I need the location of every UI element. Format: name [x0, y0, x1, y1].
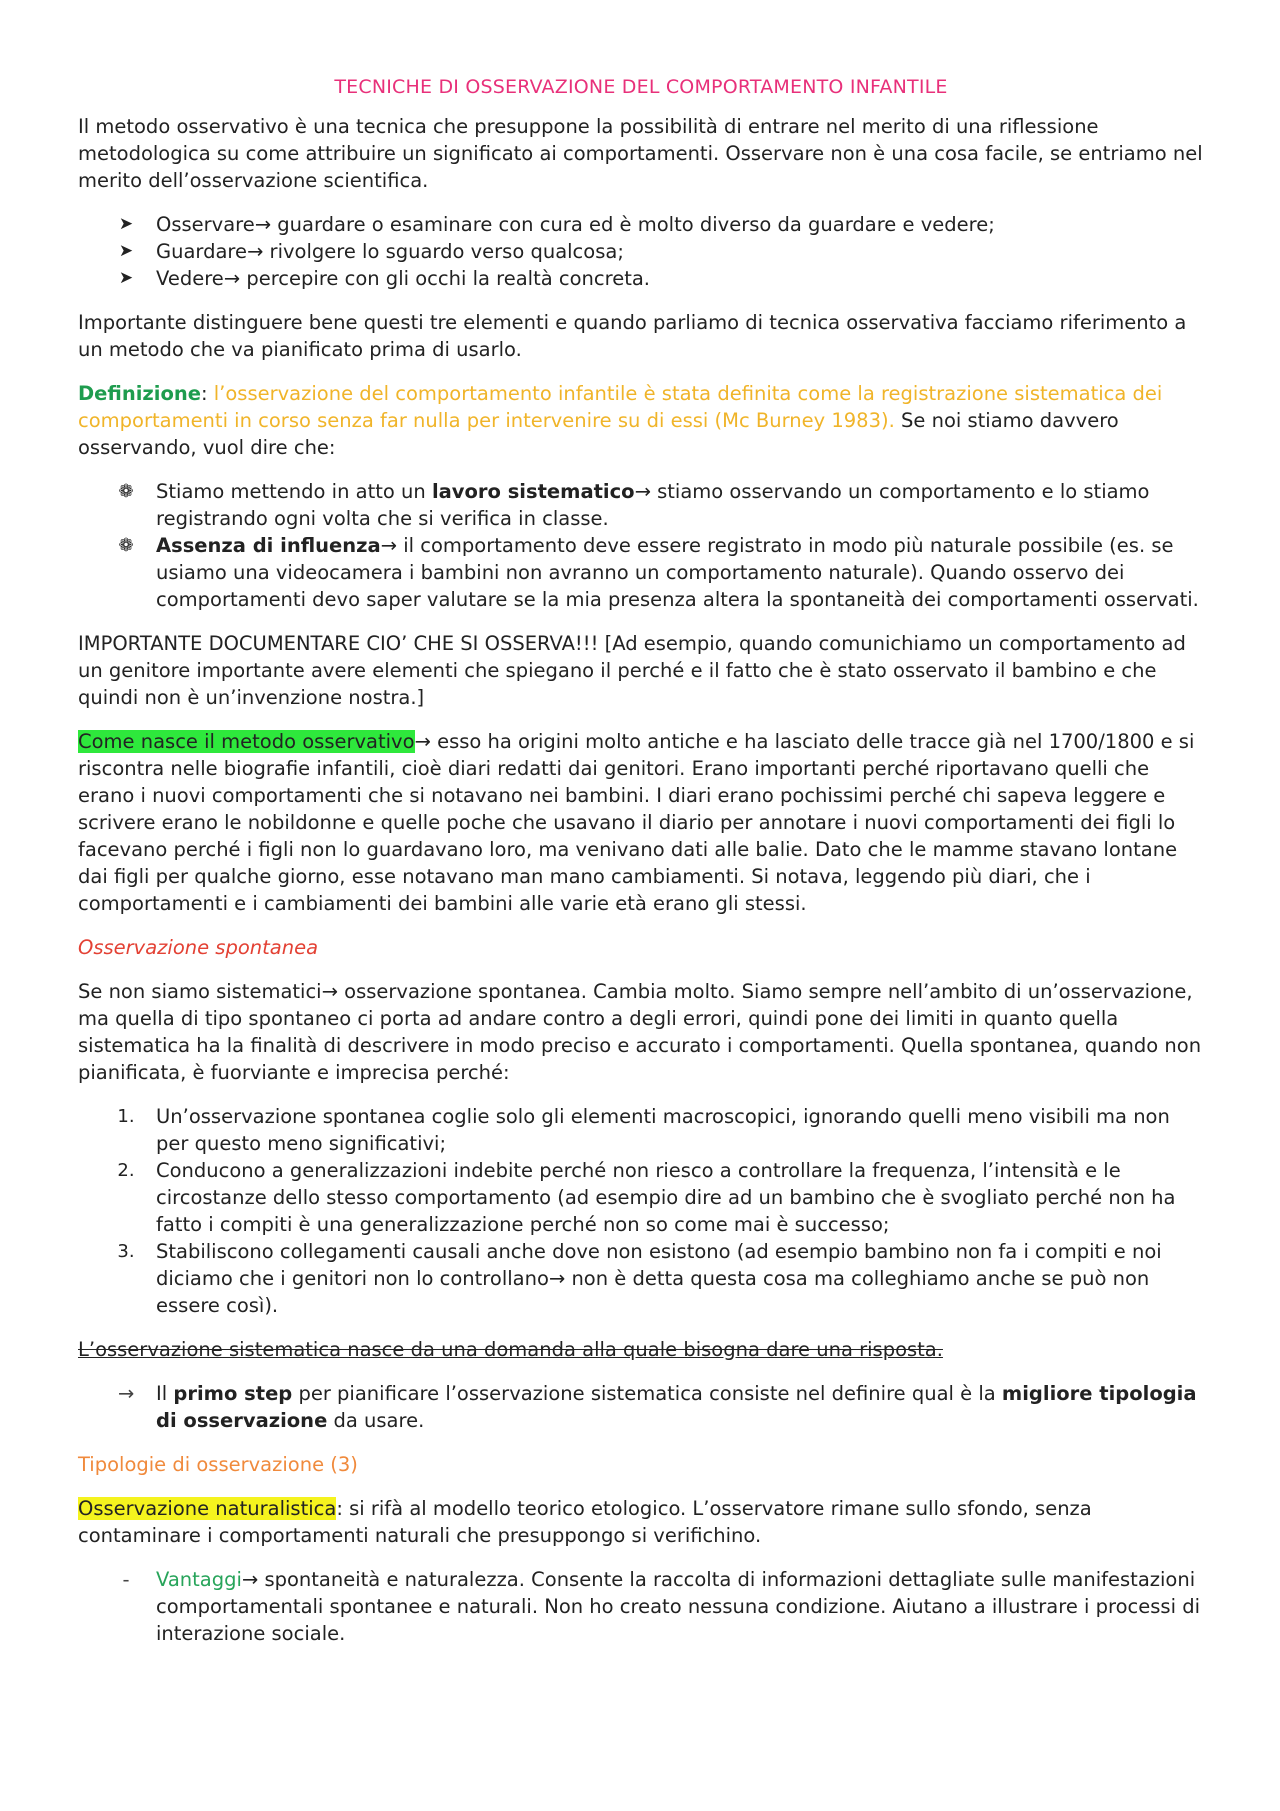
- observation-list: [78, 478, 1204, 613]
- arrow-icon: →: [634, 480, 651, 503]
- definition-quote: l’osservazione del comportamento infantile è stata definita come la registrazione sistematica dei comportamenti in corso senza far nulla per intervenire su di essi (Mc Burney 1983).: [78, 382, 1163, 432]
- arrow-icon: →: [223, 267, 241, 290]
- arrow-icon: →: [241, 1568, 259, 1591]
- arrowhead-bullet-icon: ➤: [118, 268, 134, 288]
- page-title: TECNICHE DI OSSERVAZIONE DEL COMPORTAMENTO INFANTILE: [334, 76, 948, 98]
- systematic-line: L’osservazione sistematica nasce da una domanda alla quale bisogna dare una risposta.: [78, 1338, 943, 1361]
- spontaneous-heading: Osservazione spontanea: [78, 936, 319, 959]
- list-item: 1. Un’osservazione spontanea coglie solo gli elementi macroscopici, ignorando quelli meno visibili ma non per questo meno significativi;: [78, 1103, 1204, 1157]
- list-number: 2.: [117, 1160, 135, 1181]
- list-item: 3. Stabiliscono collegamenti causali anche dove non esistono (ad esempio bambino non fa i compiti e noi diciamo che i genitori non lo controllano→ non è detta questa cosa ma colleghiamo anche se può non essere così).: [78, 1238, 1204, 1319]
- list-number: 1.: [117, 1106, 135, 1127]
- arrow-icon: →: [548, 1267, 566, 1290]
- list-item: ➤ Vedere→ percepire con gli occhi la realtà concreta.: [78, 265, 1204, 292]
- arrow-icon: →: [380, 534, 398, 557]
- advantages-label: Vantaggi: [156, 1568, 242, 1591]
- list-item: ➤ Guardare→ rivolgere lo sguardo verso qualcosa;: [78, 238, 1204, 265]
- definition-paragraph: Definizione: l’osservazione del comportamento infantile è stata definita come la registrazione sistematica dei comportamenti in corso senza far nulla per intervenire su di essi (Mc Burney 1983). Se noi stiamo davvero osservando, vuol dire che:: [78, 382, 1163, 459]
- list-item: ➤ Osservare→ guardare o esaminare con cura ed è molto diverso da guardare e vedere;: [78, 211, 1204, 238]
- thin-arrow-bullet-icon: →: [117, 1382, 135, 1405]
- arrowhead-bullet-icon: ➤: [118, 214, 134, 234]
- first-step-list: [78, 1380, 1204, 1434]
- spontaneous-paragraph: Se non siamo sistematici→ osservazione spontanea. Cambia molto. Siamo sempre nell’ambito di un’osservazione, ma quella di tipo spontaneo ci porta ad andare contro a degli errori, quindi pone dei limiti in quanto quella sistematica ha la finalità di descrivere in modo preciso e accurato i comportamenti. Quella spontanea, quando non pianificata, è fuorviante e imprecisa perché:: [78, 980, 1202, 1084]
- document-paragraph: IMPORTANTE DOCUMENTARE CIO’ CHE SI OSSERVA!!! [Ad esempio, quando comunichiamo un comportamento ad un genitore importante avere elementi che spiegano il perché e il fatto che è stato osservato il bambino e che quindi non è un’invenzione nostra.]: [78, 632, 1186, 709]
- arrow-icon: →: [321, 980, 338, 1003]
- definitions-list: [78, 211, 1204, 292]
- list-item: ❁ Stiamo mettendo in atto un lavoro sistematico→ stiamo osservando un comportamento e lo stiamo registrando ogni volta che si verifica in classe.: [78, 478, 1204, 532]
- naturalistic-paragraph: Osservazione naturalistica: si rifà al modello teorico etologico. L’osservatore rimane sullo sfondo, senza contaminare i comportamenti naturali che presuppongo si verifichino.: [78, 1497, 1092, 1547]
- list-item: → Il primo step per pianificare l’osservazione sistematica consiste nel definire qual è la migliore tipologia di osservazione da usare.: [78, 1380, 1204, 1434]
- origin-highlight: Come nasce il metodo osservativo: [78, 730, 415, 753]
- gear-bullet-icon: ❁: [118, 481, 134, 502]
- dash-bullet: -: [122, 1568, 130, 1591]
- origin-paragraph: Come nasce il metodo osservativo→ esso ha origini molto antiche e ha lasciato delle tracce già nel 1700/1800 e si riscontra nelle biografie infantili, cioè diari redatti dai genitori. Erano importanti perché riportavano quelli che erano i nuovi comportamenti che si notavano nei bambini. I diari erano pochissimi perché chi sapeva leggere e scrivere erano le nobildonne e quelle poche che usavano il diario per annotare i nuovi comportamenti dei figli lo facevano perché i figli non lo guardavano loro, ma venivano dati alle balie. Dato che le mamme stavano lontane dai figli per qualche giorno, esse notavano man mano cambiamenti. Si notava, leggendo più diari, che i comportamenti e i cambiamenti dei bambini alle varie età erano gli stessi.: [78, 730, 1195, 915]
- list-item: - Vantaggi→ spontaneità e naturalezza. Consente la raccolta di informazioni dettagliate sulle manifestazioni comportamentali spontanee e naturali. Non ho creato nessuna condizione. Aiutano a illustrare i processi di interazione sociale.: [78, 1566, 1204, 1647]
- types-heading: Tipologie di osservazione (3): [78, 1453, 358, 1476]
- definition-label: Definizione: [78, 382, 201, 405]
- gear-bullet-icon: ❁: [118, 535, 134, 556]
- list-number: 3.: [117, 1241, 135, 1262]
- arrow-icon: →: [414, 730, 431, 753]
- advantages-list: [78, 1566, 1204, 1647]
- arrowhead-bullet-icon: ➤: [118, 241, 134, 261]
- arrow-icon: →: [247, 240, 264, 263]
- intro-paragraph: Il metodo osservativo è una tecnica che presuppone la possibilità di entrare nel merito di una riflessione metodologica su come attribuire un significato ai comportamenti. Osservare non è una cosa facile, se entriamo nel merito dell’osservazione scientifica.: [78, 115, 1203, 192]
- naturalistic-highlight: Osservazione naturalistica: [78, 1497, 337, 1520]
- list-item: 2. Conducono a generalizzazioni indebite perché non riesco a controllare la frequenza, l’intensità e le circostanze dello stesso comportamento (ad esempio dire ad un bambino che è svogliato perché non ha fatto i compiti è una generalizzazione perché non so come mai è successo;: [78, 1157, 1204, 1238]
- numbered-list: [78, 1103, 1204, 1319]
- arrow-icon: →: [254, 213, 272, 236]
- important-paragraph: Importante distinguere bene questi tre elementi e quando parliamo di tecnica osservativa facciamo riferimento a un metodo che va pianificato prima di usarlo.: [78, 311, 1187, 361]
- list-item: ❁ Assenza di influenza→ il comportamento deve essere registrato in modo più naturale possibile (es. se usiamo una videocamera i bambini non avranno un comportamento naturale). Quando osservo dei comportamenti devo saper valutare se la mia presenza altera la spontaneità dei comportamenti osservati.: [78, 532, 1204, 613]
